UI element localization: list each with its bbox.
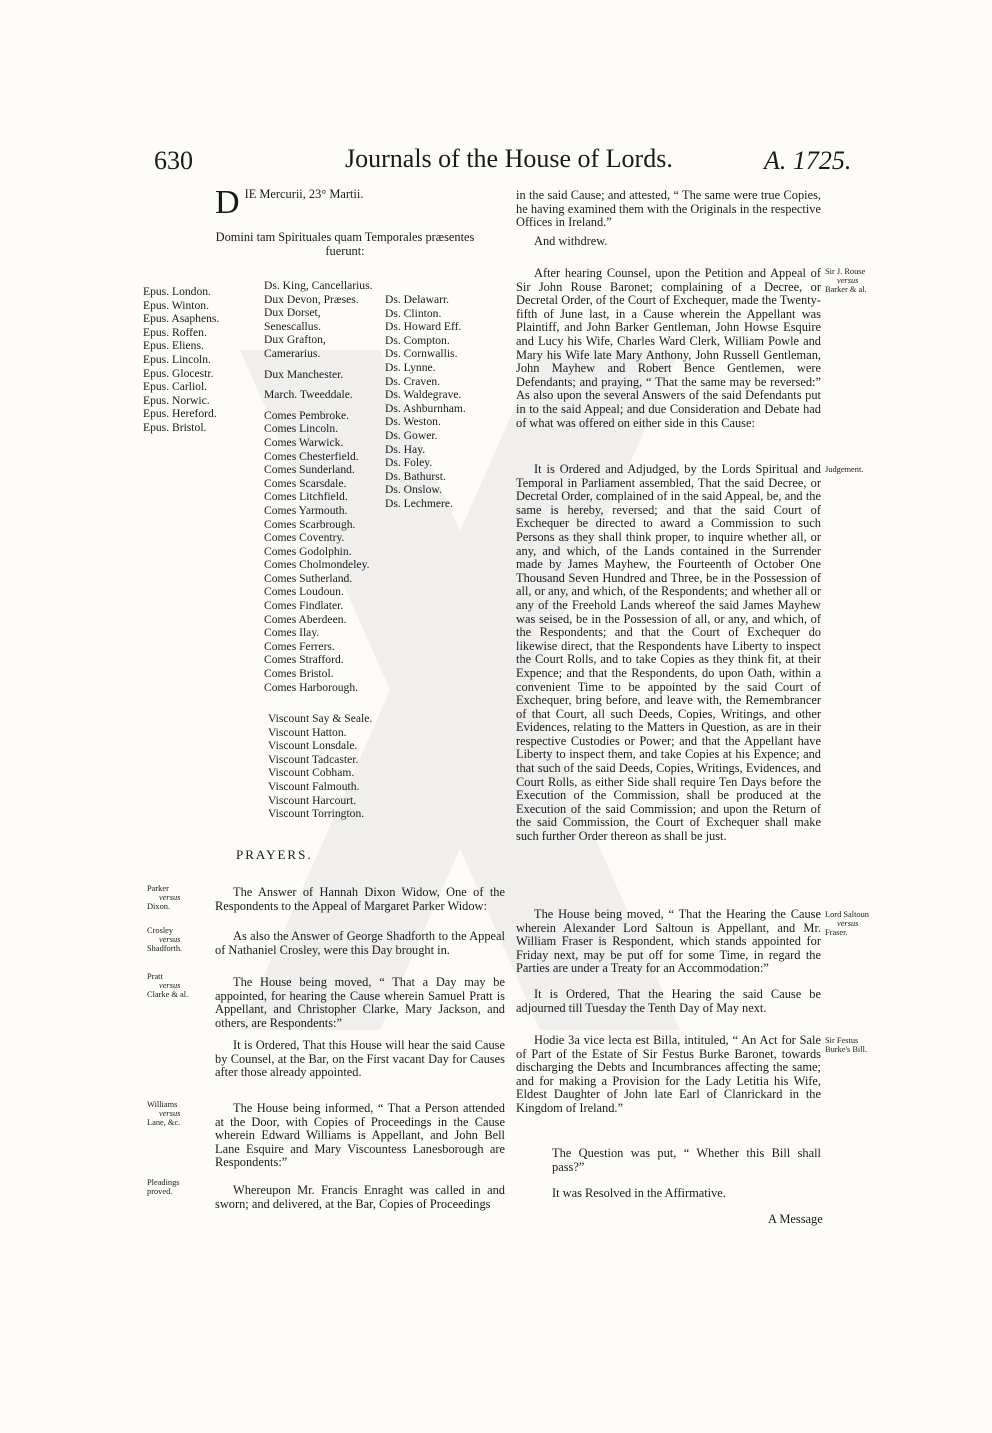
list-item: Ds. Cornwallis.	[385, 347, 458, 361]
list-item: Epus. Norwic.	[143, 393, 210, 407]
paragraph-judgement: It is Ordered and Adjudged, by the Lords Spiritual and Temporal in Parliament assembled, That the said Decree, or Decretal Order, complained of in the said Appeal, be, and the same is hereby, reversed; and that the said Court of Exchequer be directed to award a Commission to such Persons as they shall think proper, to inquire whether all, or any, and which, of the Lands contained in the Surrender made by James Mayhew, the Fourteenth of October One Thousand Seven Hundred and Three, be in the Possession of all, or any, and which, of the Respondents; and whether all or any of the Freehold Lands whereof the said James Mayhew was seised, be in the Possession of all, or any, and which, of the Respondents; and that the Court of Exchequer do likewise direct, that the Respondents have Liberty to inspect the Court Rolls, and to take Copies as they think fit, at their Expence; and that the Respondents, do upon Oath, within a convenient Time to be appointed by the said Court of Exchequer, bring before, and leave with, the Remembrancer of that Court, all such Deeds, Copies, Writings, and other Evidences, relating to the Matters in Question, as are in their respective Custodies or Power; and that the Appellant have Liberty to inspect them, and take Copies at his Expence; and that such of the said Deeds, Copies, Writings, Evidences, and Court Rolls, as either Side shall require Ten Days before the Execution of the Commission, shall be produced at the Execution of the said Commission; and upon the Return of the said Commission, the Court of Exchequer shall make such further Order thereon as shall be just.	[516, 462, 821, 844]
paragraph-saltoun-order: It is Ordered, That the Hearing the said Cause be adjourned till Tuesday the Tenth Day of May next.	[516, 987, 821, 1015]
list-item: Comes Cholmondeley.	[264, 558, 370, 572]
list-item: Dux Devon, Præses.	[264, 292, 359, 306]
list-item: Comes Scarbrough.	[264, 517, 356, 531]
paragraph-withdrew: And withdrew.	[534, 234, 608, 248]
list-item: Comes Strafford.	[264, 653, 344, 667]
list-item: Epus. Glocestr.	[143, 366, 214, 380]
list-item: Comes Sutherland.	[264, 571, 353, 585]
paragraph-resolved: It was Resolved in the Affirmative.	[552, 1186, 726, 1200]
list-item: Ds. Waldegrave.	[385, 388, 462, 402]
drop-cap: D	[215, 184, 240, 221]
margin-note-judgement: Judgement.	[825, 465, 864, 474]
paragraph-saltoun: The House being moved, “ That the Hearing the Cause wherein Alexander Lord Saltoun is Appellant, and Mr. William Fraser is Respondent, which stands appointed for Friday next, may be put off for some Time, in regard the Parties are under a Treaty for an Accommodation:”	[516, 907, 821, 976]
list-item: Comes Aberdeen.	[264, 612, 347, 626]
temporal-lords-list	[264, 279, 379, 694]
list-item: Ds. Compton.	[385, 333, 450, 347]
list-item: Ds. Weston.	[385, 415, 441, 429]
list-item: Ds. Onslow.	[385, 483, 442, 497]
paragraph-question: The Question was put, “ Whether this Bill shall pass?”	[552, 1146, 821, 1174]
list-item: Comes Scarsdale.	[264, 476, 347, 490]
list-item: Viscount Harcourt.	[268, 793, 357, 807]
list-item: Ds. Ashburnham.	[385, 401, 466, 415]
list-item: Epus. Lincoln.	[143, 352, 211, 366]
margin-note-saltoun: Lord Saltoun versus Fraser.	[825, 910, 869, 937]
list-item: Comes Ilay.	[264, 626, 320, 640]
list-item: Epus. Roffen.	[143, 325, 207, 339]
list-item: March. Tweeddale.	[264, 388, 353, 402]
list-item: Dux Dorset, Senescallus.	[264, 306, 321, 333]
list-item: Ds. Howard Eff.	[385, 320, 462, 334]
list-item: Ds. Lynne.	[385, 360, 436, 374]
margin-note-rouse: Sir J. Rouse versus Barker & al.	[825, 267, 867, 294]
list-item: Viscount Torrington.	[268, 807, 365, 821]
list-item: Comes Sunderland.	[264, 463, 355, 477]
list-item: Comes Pembroke.	[264, 408, 350, 422]
paragraph-dixon: The Answer of Hannah Dixon Widow, One of the Respondents to the Appeal of Margaret Parker Widow:	[215, 885, 505, 913]
list-item: Epus. Eliens.	[143, 339, 204, 353]
margin-note-williams: Williams versus Lane, &c.	[147, 1100, 181, 1127]
list-item: Epus. Carliol.	[143, 380, 208, 394]
list-item: Comes Harborough.	[264, 680, 359, 694]
list-item: Viscount Lonsdale.	[268, 739, 358, 753]
paragraph-enraght: Whereupon Mr. Francis Enraght was called in and sworn; and delivered, at the Bar, Copies of Proceedings	[215, 1183, 505, 1211]
list-item: Viscount Cobham.	[268, 766, 355, 780]
journal-year: A. 1725.	[764, 146, 852, 175]
domini-line-1: Domini tam Spirituales quam Temporales præsentes	[215, 230, 475, 244]
catchword: A Message	[768, 1212, 823, 1226]
list-item: Comes Godolphin.	[264, 544, 352, 558]
list-item: Viscount Hatton.	[268, 725, 347, 739]
list-item: Viscount Tadcaster.	[268, 752, 359, 766]
list-item: Ds. Craven.	[385, 374, 441, 388]
list-item: Comes Yarmouth.	[264, 503, 348, 517]
list-item: Epus. Bristol.	[143, 420, 207, 434]
list-item: Ds. Clinton.	[385, 306, 442, 320]
spacer	[264, 381, 379, 388]
margin-note-pratt: Pratt versus Clarke & al.	[147, 972, 189, 999]
list-item: Viscount Say & Seale.	[268, 712, 373, 725]
list-item: Epus. Hereford.	[143, 407, 217, 421]
list-item: Comes Findlater.	[264, 599, 344, 613]
domini-line-2: fuerunt:	[325, 243, 365, 258]
viscounts-list	[268, 712, 372, 821]
list-item: Comes Warwick.	[264, 435, 344, 449]
list-item: Ds. Hay.	[385, 442, 426, 456]
list-item: Ds. Gower.	[385, 428, 438, 442]
list-item: Ds. Delawarr.	[385, 293, 450, 306]
paragraph-williams: The House being informed, “ That a Person attended at the Door, with Copies of Proceedings in the Cause wherein Edward Williams is Appellant, and John Bell Lane Esquire and Mary Viscountess Lanesborough are Respondents:”	[215, 1101, 505, 1170]
list-item: Epus. Winton.	[143, 298, 209, 312]
list-item: Dux Manchester.	[264, 367, 344, 381]
session-date: IE Mercurii, 23° Martii.	[244, 187, 364, 201]
margin-note-burke: Sir Festus Burke's Bill.	[825, 1036, 867, 1054]
list-item: Ds. Foley.	[385, 456, 433, 470]
margin-note-pleadings: Pleadings proved.	[147, 1178, 180, 1196]
prayers-heading: PRAYERS.	[236, 847, 313, 862]
list-item: Ds. Lechmere.	[385, 496, 453, 510]
list-item: Comes Coventry.	[264, 531, 345, 545]
list-item: Comes Chesterfield.	[264, 449, 359, 463]
paragraph-burke-bill: Hodie 3a vice lecta est Billa, intituled, “ An Act for Sale of Part of the Estate of Sir Festus Burke Baronet, towards discharging the Debts and Incumbrances affecting the same; and for making a Provision for the Lady Letitia his Wife, Eldest Daughter of John late Earl of Clanrickard in the Kingdom of Ireland.”	[516, 1033, 821, 1115]
list-item: Comes Bristol.	[264, 667, 334, 681]
paragraph-pratt: The House being moved, “ That a Day may be appointed, for hearing the Cause wherein Samuel Pratt is Appellant, and Christopher Clarke, Mary Jackson, and others, are Respondents:”	[215, 975, 505, 1030]
spacer	[264, 402, 379, 409]
paragraph-pratt-order: It is Ordered, That this House will hear the said Cause by Counsel, at the Bar, on the First vacant Day for Causes after those already appointed.	[215, 1038, 505, 1080]
margin-note-parker: Parker versus Dixon.	[147, 884, 181, 911]
page-number: 630	[154, 146, 193, 175]
list-item: Ds. King, Cancellarius.	[264, 279, 373, 292]
margin-note-crosley: Crosley versus Shadforth.	[147, 926, 183, 953]
domini-heading	[185, 231, 505, 258]
barons-list	[385, 293, 466, 511]
paragraph-rouse-appeal: After hearing Counsel, upon the Petition and Appeal of Sir John Rouse Baronet; complaining of a Decree, or Decretal Order, of the Court of Exchequer, made the Twenty-fifth of June last, in a Cause wherein the Appellant was Plaintiff, and John Barker Gentleman, John Howse Esquire and Lucy his Wife, Charles Ward Clerk, William Powle and Mary his Wife late Mary Anthony, John Russell Gentleman, John Mayhew and Robert Bence Gentlemen, were Defendants; and praying, “ That the same may be reversed:” As also upon the several Answers of the said Defendants put in to the said Appeal; and due Consideration and Debate had of what was offered on either side in this Cause:	[516, 266, 821, 430]
paragraph-continuation: in the said Cause; and attested, “ The same were true Copies, he having examined them with the Originals in the respective Offices in Ireland.”	[516, 188, 821, 230]
list-item: Dux Grafton, Camerarius.	[264, 333, 326, 360]
list-item: Ds. Bathurst.	[385, 469, 446, 483]
session-heading	[215, 184, 505, 221]
journal-title: Journals of the House of Lords.	[345, 144, 673, 173]
list-item: Comes Litchfield.	[264, 490, 348, 504]
list-item: Epus. London.	[143, 285, 211, 298]
list-item: Comes Lincoln.	[264, 422, 339, 436]
list-item: Viscount Falmouth.	[268, 779, 360, 793]
list-item: Comes Ferrers.	[264, 639, 335, 653]
bishops-list	[143, 285, 219, 435]
list-item: Epus. Asaphens.	[143, 312, 220, 326]
paragraph-shadforth: As also the Answer of George Shadforth to the Appeal of Nathaniel Crosley, were this Day brought in.	[215, 929, 505, 957]
spacer	[264, 361, 379, 368]
list-item: Comes Loudoun.	[264, 585, 344, 599]
